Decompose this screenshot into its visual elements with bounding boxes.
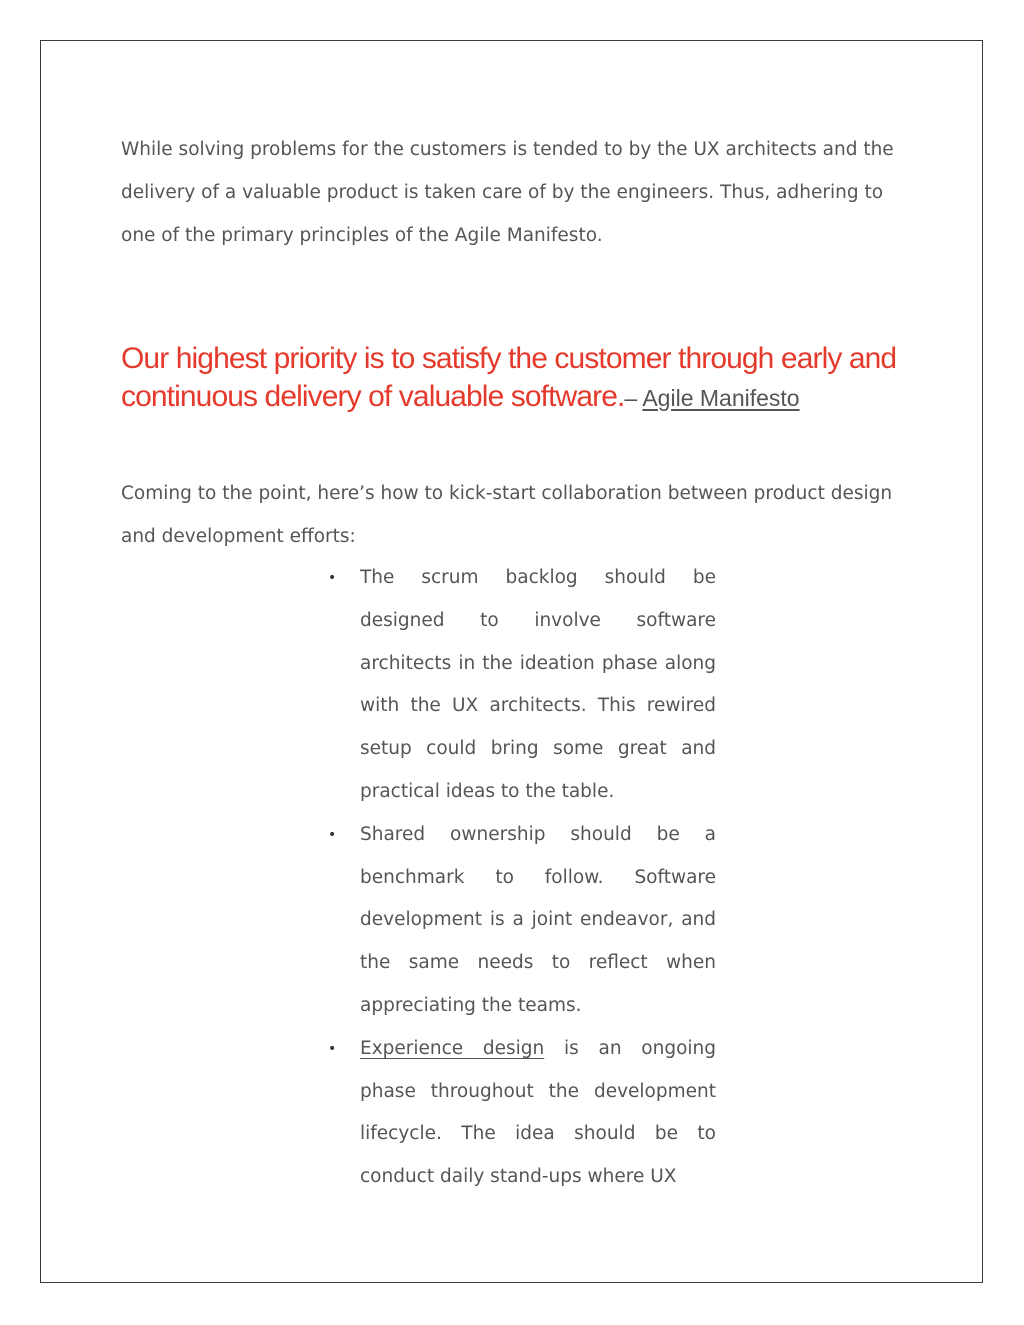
- bullet-item-experience-design: [324, 1028, 716, 1199]
- agile-manifesto-link[interactable]: Agile Manifesto: [642, 385, 800, 411]
- pull-quote: [121, 340, 921, 417]
- bullet-marker: •: [328, 826, 337, 843]
- pull-quote-text: Our highest priority is to satisfy the customer through early and continuous delivery of valuable software.: [121, 342, 897, 413]
- intro-paragraph: While solving problems for the customers is tended to by the UX architects and the delivery of a valuable product is taken care of by the engineers. Thus, adhering to one of the primary principles of the Agile Manifesto.: [121, 139, 894, 246]
- bullet-text: The scrum backlog should be designed to involve software architects in the ideation phase along with the UX architects. This rewired setup could bring some great and practical ideas to the table.: [360, 567, 716, 802]
- experience-design-link[interactable]: Experience design: [360, 1037, 545, 1059]
- bullet-item-shared-ownership: [324, 814, 716, 1028]
- collaboration-bullet-list: [324, 557, 716, 1199]
- bullet-marker: •: [328, 1040, 337, 1057]
- quote-dash: –: [624, 385, 643, 411]
- bullet-text: is an ongoing phase throughout the development lifecycle. The idea should be to conduct daily stand-ups where UX: [360, 1037, 716, 1188]
- bullet-item-scrum-backlog: [324, 557, 716, 814]
- bullet-text: Shared ownership should be a benchmark to follow. Software development is a joint endeavor, and the same needs to reflect when appreciating the teams.: [360, 823, 716, 1016]
- lead-paragraph: Coming to the point, here’s how to kick-start collaboration between product design and development efforts:: [121, 483, 893, 547]
- quote-attribution: [624, 385, 799, 411]
- bullet-marker: •: [328, 570, 337, 586]
